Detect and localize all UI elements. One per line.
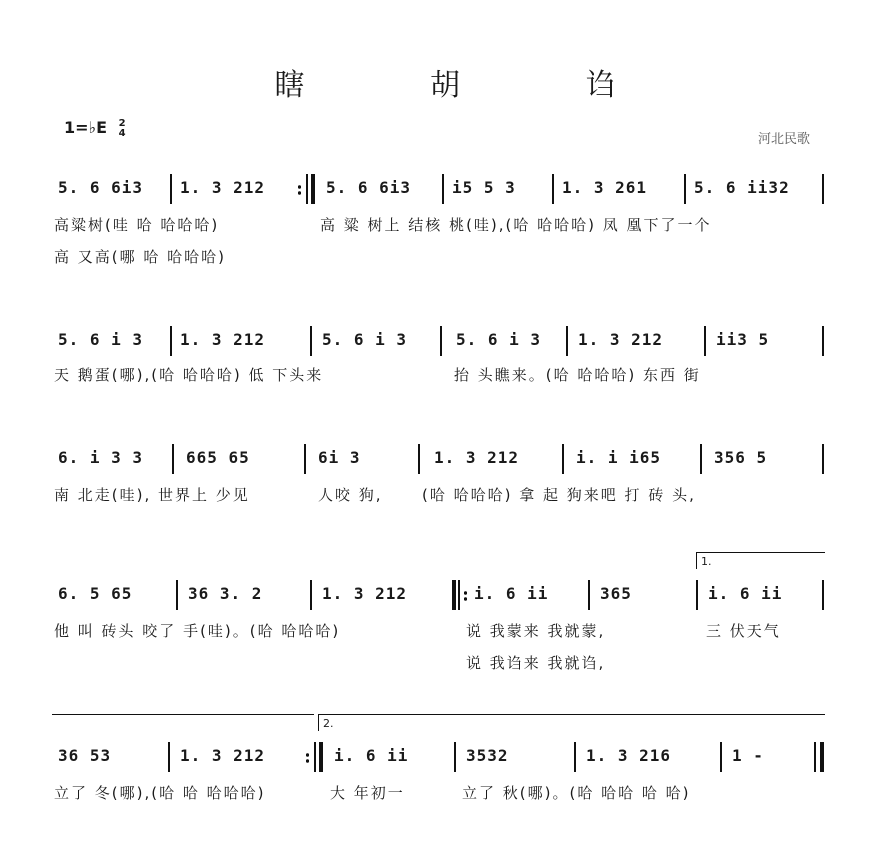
staff-row-3 [0,448,890,488]
bar: i. 6 ii [474,584,549,603]
barline [442,174,444,204]
final-barline [820,742,824,772]
source-label: 河北民歌 [758,132,811,147]
barline [168,742,170,772]
lyric-line: 立了 冬(哪),(哈 哈 哈哈哈) [54,784,266,802]
barline [314,742,316,772]
bar: 365 [600,584,632,603]
bar: 36 53 [58,746,112,765]
bar: 5. 6 6i3 [58,178,144,197]
bar: 5. 6 i 3 [456,330,542,349]
lyric-line: 天 鹅蛋(哪),(哈 哈哈哈) 低 下头来 [54,366,324,384]
barline [700,444,702,474]
staff-row-4 [0,584,890,624]
bar: 6. i 3 3 [58,448,144,467]
barline [574,742,576,772]
lyric-line: 高 又高(哪 哈 哈哈哈) [54,248,227,266]
barline [310,326,312,356]
volta-label: 2. [323,717,334,730]
key-signature [64,118,126,139]
barline [704,326,706,356]
barline [696,580,698,610]
lyric-line: 人咬 狗, [318,486,383,504]
bar: 1 - [732,746,764,765]
bar: i. i i65 [576,448,662,467]
staff-row-5 [0,746,890,786]
barline [822,326,824,356]
time-signature [119,119,126,139]
barline [440,326,442,356]
barline [310,580,312,610]
lyric-line: 高粱树(哇 哈 哈哈哈) [54,216,220,234]
barline [311,174,315,204]
barline [176,580,178,610]
volta-bracket [696,552,825,569]
barline [562,444,564,474]
barline [822,174,824,204]
bar: 356 5 [714,448,768,467]
staff-row-1 [0,178,890,218]
lyric-line: 三 伏天气 [706,622,781,640]
volta-label: 1. [701,555,712,568]
time-bottom: 4 [118,127,126,139]
lyric-line: 高 粱 树上 结核 桃(哇),(哈 哈哈哈) 凤 凰下了一个 [320,216,712,234]
bar: 5. 6 ii32 [694,178,790,197]
barline [552,174,554,204]
barline [588,580,590,610]
repeat-dots [464,590,467,602]
key-label: 1=♭E [64,118,108,137]
barline [720,742,722,772]
barline [306,174,308,204]
bar: 5. 6 i 3 [58,330,144,349]
barline [452,580,456,610]
lyric-line: 说 我诌来 我就诌, [466,654,606,672]
barline [170,326,172,356]
repeat-dots [306,752,309,764]
bar: 3532 [466,746,509,765]
barline [170,174,172,204]
time-top: 2 [118,117,126,129]
barline [454,742,456,772]
lyric-line: (哈 哈哈哈) 拿 起 狗来吧 打 砖 头, [422,486,696,504]
bar: 1. 3 212 [322,584,408,603]
lyric-line: 大 年初一 [330,784,405,802]
barline [418,444,420,474]
barline [684,174,686,204]
lyric-line: 立了 秋(哪)。(哈 哈哈 哈 哈) [462,784,691,802]
bar: 1. 3 216 [586,746,672,765]
volta-1-continuation [52,714,314,731]
barline [822,580,824,610]
barline [304,444,306,474]
bar: i5 5 3 [452,178,516,197]
page-title: 瞎 胡 诌 [274,68,674,103]
bar: 1. 3 212 [578,330,664,349]
bar: 36 3. 2 [188,584,263,603]
bar: 1. 3 212 [434,448,520,467]
repeat-dots [298,184,301,196]
lyric-line: 南 北走(哇), 世界上 少见 [54,486,250,504]
bar: 5. 6 6i3 [326,178,412,197]
bar: ii3 5 [716,330,770,349]
barline [822,444,824,474]
lyric-line: 抬 头瞧来。(哈 哈哈哈) 东西 街 [454,366,701,384]
lyric-line: 说 我蒙来 我就蒙, [466,622,606,640]
barline [566,326,568,356]
volta-bracket [318,714,825,731]
lyric-line: 他 叫 砖头 咬了 手(哇)。(哈 哈哈哈) [54,622,341,640]
barline [814,742,816,772]
barline [458,580,460,610]
bar: i. 6 ii [334,746,409,765]
bar: i. 6 ii [708,584,783,603]
bar: 665 65 [186,448,250,467]
bar: 1. 3 212 [180,746,266,765]
bar: 1. 3 261 [562,178,648,197]
barline [172,444,174,474]
bar: 5. 6 i 3 [322,330,408,349]
barline [319,742,323,772]
bar: 6i 3 [318,448,361,467]
bar: 6. 5 65 [58,584,133,603]
bar: 1. 3 212 [180,178,266,197]
bar: 1. 3 212 [180,330,266,349]
